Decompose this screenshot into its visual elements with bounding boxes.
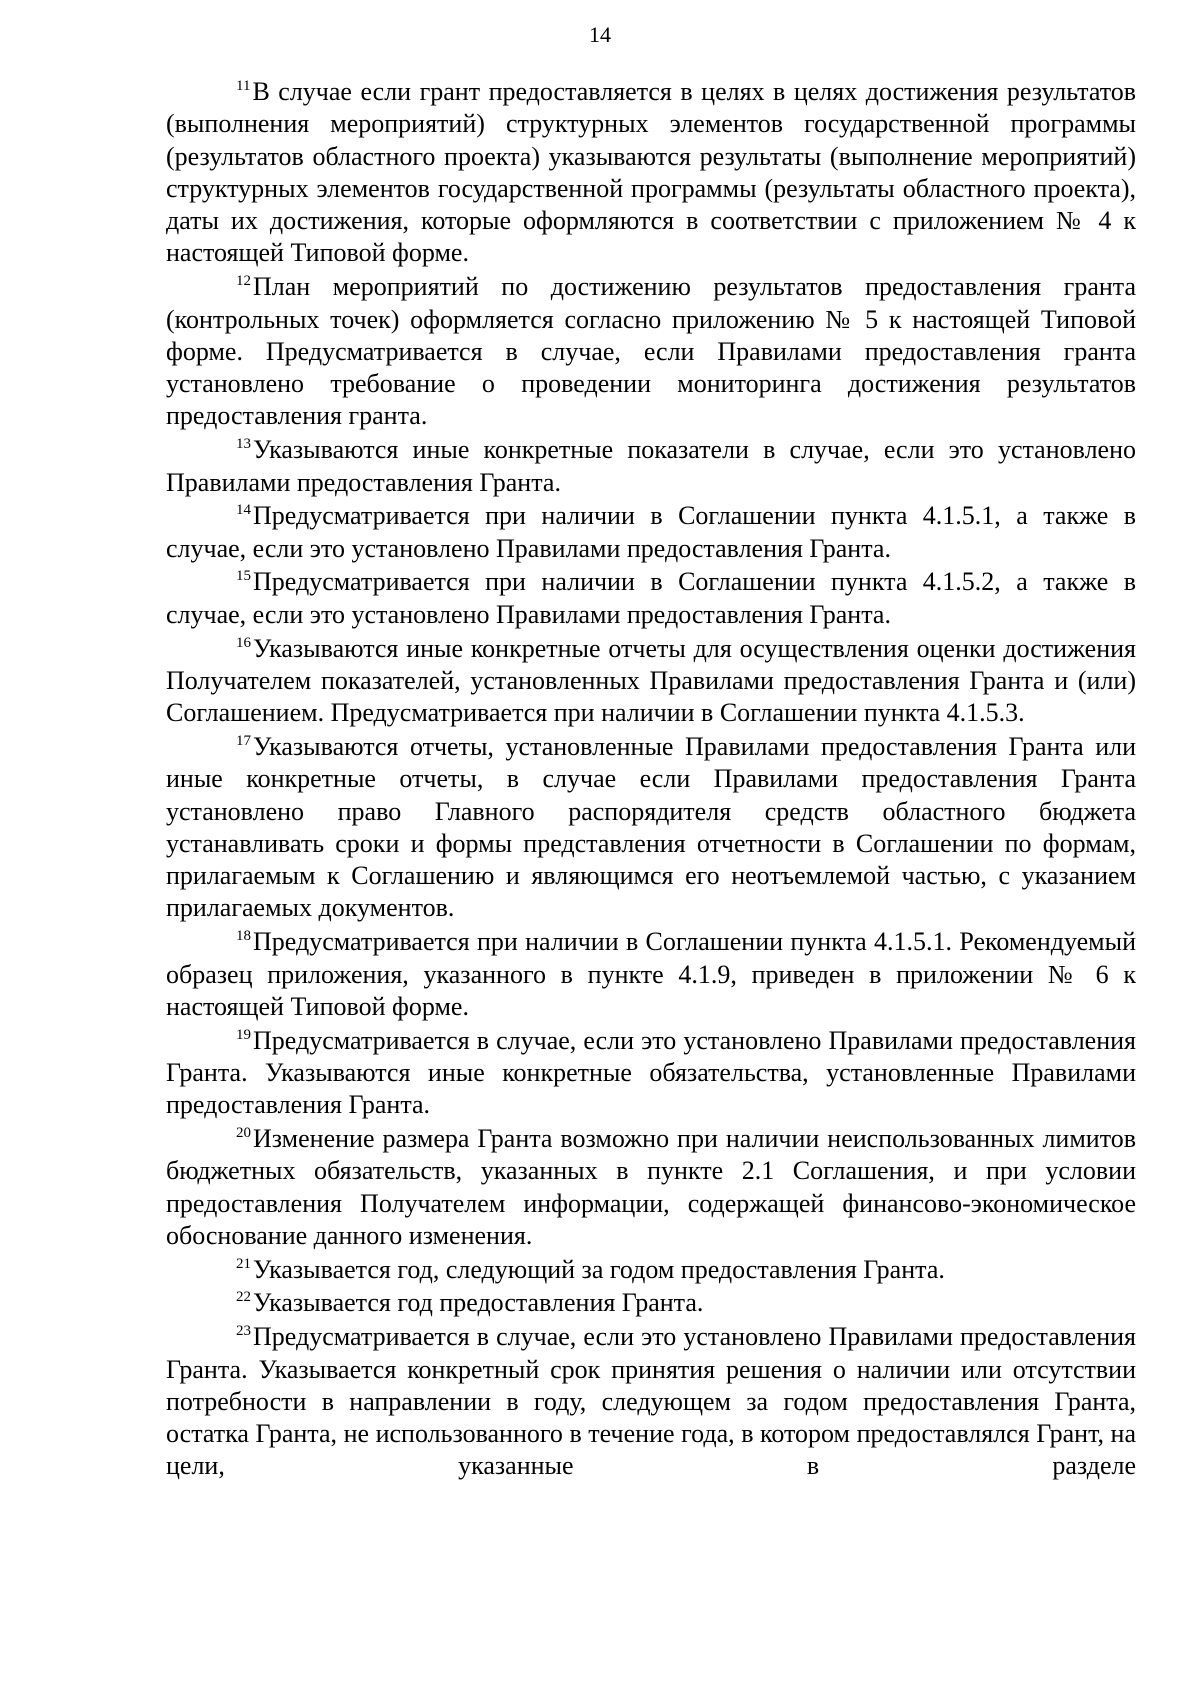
footnote-marker: 14	[236, 502, 251, 519]
footnote-marker: 13	[236, 436, 251, 453]
footnote-marker: 20	[236, 1125, 251, 1141]
footnote-text: Указывается год, следующий за годом предоставления Гранта.	[253, 1254, 945, 1284]
footnote-text: Указываются иные конкретные показатели в случае, если это установлено Правилами предоставления Гранта.	[166, 435, 1136, 497]
footnote-text: Предусматривается при наличии в Соглашении пункта 4.1.5.2, а также в случае, если это установлено Правилами предоставления Гранта.	[166, 567, 1136, 629]
footnote-marker: 18	[236, 928, 251, 945]
footnote-text: Указываются отчеты, установленные Правилами предоставления Гранта или иные конкретные отчеты, в случае если Правилами предоставления Гранта установлено право Главного распорядителя средств областного бюджета устанавливать сроки и формы представления отчетности в Соглашении по формам, прилагаемым к Соглашению и являющимся его неотъемлемой частью, с указанием прилагаемых документов.	[166, 731, 1136, 923]
footnote-16	[166, 633, 1136, 730]
footnote-text: В случае если грант предоставляется в целях в целях достижения результатов (выполнения мероприятий) структурных элементов государственной программы (результатов областного проекта) указываются результаты (выполнение мероприятий) структурных элементов государственной программы (результаты областного проекта), даты их достижения, которые оформляются в соответствии с приложением № 4 к настоящей Типовой форме.	[166, 77, 1136, 268]
footnote-marker: 17	[236, 732, 251, 749]
footnote-marker: 22	[236, 1289, 251, 1306]
footnote-text: План мероприятий по достижению результатов предоставления гранта (контрольных точек) оформляется согласно приложению № 5 к настоящей Типовой форме. Предусматривается в случае, если Правилами предоставления гранта установлено требование о проведении мониторинга достижения результатов предоставления гранта.	[166, 272, 1136, 431]
footnote-marker: 12	[236, 273, 251, 290]
footnote-text: Указываются иные конкретные отчеты для осуществления оценки достижения Получателем показателей, установленных Правилами предоставления Гранта и (или) Соглашением. Предусматривается при наличии в Соглашении пункта 4.1.5.3.	[166, 633, 1136, 728]
footnote-marker: 11	[236, 78, 251, 94]
page-number: 14	[589, 22, 611, 47]
footnotes-list	[166, 76, 1136, 1484]
footnote-11	[166, 76, 1136, 270]
footnote-marker: 21	[236, 1255, 251, 1272]
footnote-marker: 16	[236, 634, 251, 651]
footnote-22	[166, 1287, 1136, 1319]
footnote-18	[166, 926, 1136, 1023]
footnote-text: Предусматривается при наличии в Соглашении пункта 4.1.5.1, а также в случае, если это установлено Правилами предоставления Гранта.	[166, 501, 1136, 563]
footnote-text: Предусматривается при наличии в Соглашении пункта 4.1.5.1. Рекомендуемый образец приложения, указанного в пункте 4.1.9, приведен в приложении № 6 к настоящей Типовой форме.	[166, 927, 1136, 1021]
footnote-text: Указывается год предоставления Гранта.	[253, 1288, 704, 1318]
footnote-13	[166, 434, 1136, 499]
footnote-marker: 19	[236, 1026, 251, 1043]
footnote-text: Изменение размера Гранта возможно при наличии неиспользованных лимитов бюджетных обязательств, указанных в пункте 2.1 Соглашения, и при условии предоставления Получателем информации, содержащей финансово-экономическое обоснование данного изменения.	[166, 1124, 1136, 1250]
footnote-14	[166, 500, 1136, 565]
footnote-20	[166, 1123, 1136, 1252]
footnote-23	[166, 1321, 1136, 1482]
footnote-text: Предусматривается в случае, если это установлено Правилами предоставления Гранта. Указывается конкретный срок принятия решения о наличии или отсутствии потребности в направлении в году, следующем за годом предоставления Гранта, остатка Гранта, не использованного в течение года, в котором предоставлялся Грант, на цели, указанные в разделе	[166, 1322, 1136, 1481]
footnote-text: Предусматривается в случае, если это установлено Правилами предоставления Гранта. Указываются иные конкретные обязательства, установленные Правилами предоставления Гранта.	[166, 1025, 1136, 1120]
footnote-17	[166, 731, 1136, 925]
footnote-12	[166, 271, 1136, 432]
footnote-marker: 15	[236, 568, 251, 585]
footnote-19	[166, 1025, 1136, 1122]
footnote-marker: 23	[236, 1323, 251, 1340]
footnote-21	[166, 1254, 1136, 1286]
footnote-15	[166, 566, 1136, 631]
